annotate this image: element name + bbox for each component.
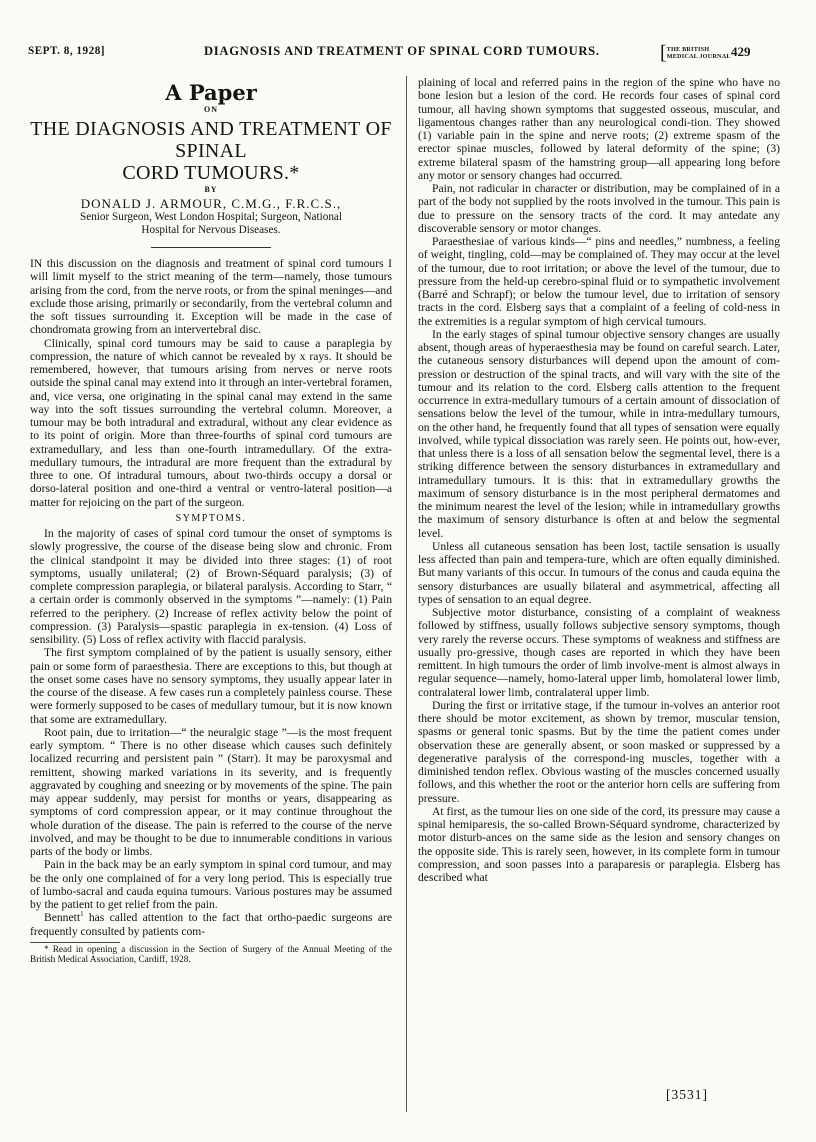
article-title [30,118,392,184]
paragraph-intro: IN this discussion on the diagnosis and treatment of spinal cord tumours I will limit myself to the strict meaning of the term—namely, those tumours arising from the cord, from the nerve roots, or from the spinal meninges—and exclude those arising, primarily or secondarily, from the vertebral column and the soft tissues surrounding it. Exception will be made in the case of chondromata growing from an intervertebral disc. [30,257,392,337]
paragraph-back-pain: Pain in the back may be an early symptom in spinal cord tumour, and may be the only one complained of for a very long period. This is especially true of lumbo-sacral and cauda equina tumours. Various postures may be assumed by the patient to get relief from the pain. [30,858,392,911]
page-number: 429 [731,44,751,59]
header-title: DIAGNOSIS AND TREATMENT OF SPINAL CORD TUMOURS. [204,44,600,58]
footnote-ref-1: 1 [80,910,84,919]
article-title-line-2: CORD TUMOURS.* [122,162,300,184]
paragraph-hemiparesis: At first, as the tumour lies on one side of the cord, its pressure may cause a spinal hemiparesis, the so-called Brown-Séquard syndrome, characterized by motor disturb-ances on the same side as the lesion and sensory changes on the opposite side. This is rarely seen, however, in its complete form in tumour compression, and soon passes into a paraparesis or paraplegia. Elsberg has described what [418,804,780,884]
paragraph-tactile: Unless all cutaneous sensation has been lost, tactile sensation is usually less affected than pain and tempera-ture, which are often equally diminished. But many variants of this occur. In tumours of the conus and cauda equina the sensory disturbances are usually bilateral and asymmetrical, affecting all types of sensation to an equal degree. [418,539,780,606]
paragraph-clinically: Clinically, spinal cord tumours may be said to cause a paraplegia by compression, the nature of which cannot be revealed by x rays. It should be remembered, however, that tumours arising from nerves or nerve roots outside the spinal canal may extend into it through an inter-vertebral foramen, and, vice versa, one originating in the spinal canal may extend in the same way into the soft tissues surrounding the vertebral column. Moreover, a tumour may be both intradural and extradural, without any clear evidence as to its point of origin. More than three-fourths of spinal cord tumours are extramedullary, and less than one-fourth intramedullary. Of the extra-medullary tumours, the intradural are more frequent than the extradural by three to one. Of intradural tumours, about two-thirds occupy a dorsal or dorso-lateral position and one-third a ventral or ventro-lateral position—a matter for rejoicing on the part of the surgeon. [30,336,392,509]
section-heading-symptoms: SYMPTOMS. [175,512,247,524]
journal-line-1: THE BRITISH [666,46,710,53]
header-date: SEPT. 8, 1928] [28,45,106,57]
paragraph-paraesthesiae: Paraesthesiae of various kinds—“ pins and needles,” numbness, a feeling of weight, tingling, cold—may be complained of. They may occur at the level of the tumour, due to root irritation; or above the level of the tumour, due to pressure from the held-up cerebro-spinal fluid or to sympathetic involvement (Barré and Schrapf); or below the tumour level, due to irritation of sensory tracts in the cord. Elsberg says that a complaint of a feeling of cold-ness in the extremities is a regular symptom of high cervical tumours. [418,235,780,328]
journal-line-2: MEDICAL JOURNAL [666,53,731,60]
header-journal [660,42,731,65]
bennett-name: Bennett [44,911,81,925]
paragraph-onset: In the majority of cases of spinal cord tumour the onset of symptoms is slowly progressive, the course of the disease being slow and chronic. From the clinical standpoint it may be divided into three stages: (1) of root symptoms, usually unilateral; (2) of Brown-Séquard paralysis; (3) of complete compression paraplegia, or bilateral paralysis. According to Starr, “ a certain order is commonly observed in the symptoms ”—namely: (1) Pain referred to the periphery. (2) Increase of reflex activity below the point of compression. (3) Paralysis—spastic paraplegia in ex-tension. (4) Loss of sensibility. (5) Loss of reflex activity with flaccid paralysis. [30,527,392,646]
bennett-text: has called attention to the fact that ortho-paedic surgeons are frequently consulted by patients com- [30,911,392,938]
paragraph-first-symptom: The first symptom complained of by the patient is usually sensory, either pain or some form of paraesthesia. There are exceptions to this, but though at the onset some cases have no sensory symptoms, they usually appear later in the course of the disease. A few cases run a completely painless course. These were formerly supposed to be cases of medullary tumour, but it is now known that some are extramedullary. [30,646,392,726]
paragraph-sensory-changes: In the early stages of spinal tumour objective sensory changes are usually absent, though areas of hyperaesthesia may be found on careful search. Later, the cutaneous sensory disturbances will depend upon the amount of com-pression or destruction of the spinal tracts, and will vary with the site of the tumour and its relation to the cord. Elsberg calls attention to the frequent occurrence in extra-medullary tumours of a certain amount of dissociation of sensations below the level of the tumour, while in intra-medullary tumours, on the other hand, he frequently found that all types of sensation were equally involved, while typical dissociation was rarely seen. He points out, how-ever, that unless there is a loss of all sensation below the segmental level, there is a striking difference between the sensory disturbances in extramedullary and intramedullary tumours. It is this: that in extramedullary growths the maximum of sensory disturbance is in the most peripheral dermatomes and the minimum nearest the level of the lesion; while in intramedullary growths the maximum of sensory disturbance is often at and below the segmental level. [418,327,780,540]
paragraph-bennett [30,911,392,938]
author-name: DONALD J. ARMOUR, C.M.G., F.R.C.S., [80,196,342,211]
header-bracket: [ [660,42,667,64]
affiliation-line-2: Hospital for Nervous Diseases. [141,224,281,236]
article-title-line-1: THE DIAGNOSIS AND TREATMENT OF SPINAL [30,118,392,162]
paragraph-non-radicular-pain: Pain, not radicular in character or distribution, may be complained of in a part of the body not supplied by the roots involved in the tumour. This pain is due to pressure on the sensory tracts of the cord. It may antedate any discoverable sensory or motor changes. [418,182,780,235]
paragraph-root-pain: Root pain, due to irritation—“ the neuralgic stage ”—is the most frequent early symptom. “ There is no other disease which causes such definitely localized recurring and persistent pain ” (Starr). It may be paroxysmal and remittent, showing marked variations in its severity, and is frequently aggravated by coughing and sneezing or by movements of the spine. The pain may appear suddenly, may persist for months or years, disappearing as symptoms of cord compression appear, or it may continue throughout the whole duration of the disease. The pain is referred to the course of the nerve involved, and may be thought to be due to innumerable conditions in various parts of the body or limbs. [30,725,392,858]
author-affiliation [30,211,392,237]
left-column [30,76,392,966]
title-rule [151,247,271,248]
paragraph-continued: plaining of local and referred pains in the region of the spine who have no bone lesion but a lesion of the cord. He records four cases of spinal cord tumour, all having shown symptoms that suggested osseous, muscular, and ligamentous changes rather than any neurological condi-tion. They showed (1) variable pain in the spine and nerve roots; (2) extreme spasm of the erector spinae muscles, followed by lateral deformity of the spine; (3) extreme bilateral spasm of the hamstring group—all appearing long before any motor or sensory changes had occurred. [418,76,780,182]
column-divider [406,76,407,1112]
paragraph-irritative-stage: During the first or irritative stage, if the tumour in-volves an anterior root there should be motor excitement, as shown by tremor, muscular tension, spasms or general tonic spasms. But by the time the patient comes under observation these are generally absent, or soon masked or suppressed by a degenerative paralysis of the correspond-ing muscles, together with a diminished tendon reflex. Obvious wasting of the muscles concerned usually follows, and this whether the root or the anterior horn cells are suffering from pressure. [418,698,780,805]
title-on: ON [204,105,218,114]
paper-kicker: A Paper [165,80,257,105]
bottom-serial-number: [3531] [666,1087,708,1102]
right-column [418,76,780,884]
footnote: * Read in opening a discussion in the Section of Surgery of the Annual Meeting of the British Medical Association, Cardiff, 1928. [30,944,392,966]
title-by: BY [204,185,218,194]
footnote-rule [30,942,120,943]
running-header [28,44,788,64]
affiliation-line-1: Senior Surgeon, West London Hospital; Surgeon, National [80,211,342,223]
paragraph-motor: Subjective motor disturbance, consisting of a complaint of weakness followed by stiffness, usually follows subjective sensory symptoms, though very rarely the reverse occurs. These symptoms of weakness and stiffness are usually pro-gressive, though cases are reported in which they have been remittent. In high tumours the order of limb involve-ment is almost always in regular sequence—namely, homo-lateral upper limb, homolateral lower limb, contralateral lower limb, contralateral upper limb. [418,606,780,699]
